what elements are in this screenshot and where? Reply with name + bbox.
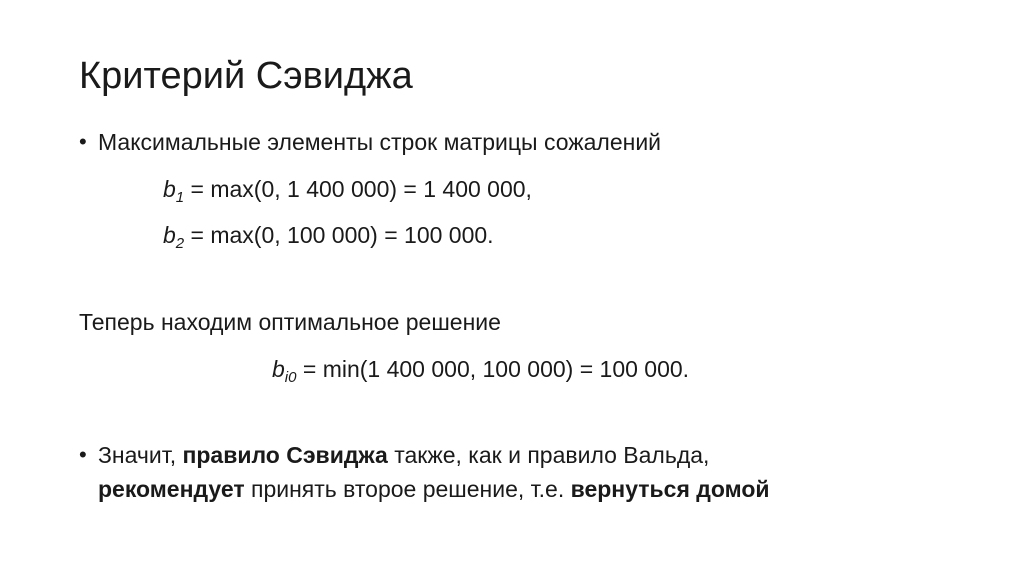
formula-b1 bbox=[163, 174, 532, 204]
bold-text: правило Сэвиджа bbox=[182, 442, 388, 468]
formula-variable: b bbox=[272, 356, 285, 382]
formula-subscript: 2 bbox=[175, 235, 185, 252]
bullet-dot: • bbox=[79, 442, 87, 467]
formula-subscript: 1 bbox=[175, 189, 185, 206]
slide-title: Критерий Сэвиджа bbox=[79, 55, 413, 97]
bullet-text-line-2 bbox=[98, 474, 770, 504]
bold-text: вернуться домой bbox=[570, 476, 770, 502]
formula-b2 bbox=[163, 220, 494, 250]
formula-bi0 bbox=[272, 354, 689, 384]
bullet-dot: • bbox=[79, 129, 87, 154]
formula-variable: b bbox=[163, 176, 176, 202]
formula-expression: = max(0, 100 000) = 100 000. bbox=[184, 222, 494, 248]
text-run: Значит, bbox=[98, 442, 183, 468]
formula-expression: = max(0, 1 400 000) = 1 400 000, bbox=[184, 176, 532, 202]
paragraph-text: Теперь находим оптимальное решение bbox=[79, 309, 501, 335]
bullet-text: Максимальные элементы строк матрицы сожалений bbox=[98, 129, 662, 155]
formula-subscript: i0 bbox=[284, 369, 297, 386]
formula-expression: = min(1 400 000, 100 000) = 100 000. bbox=[296, 356, 690, 382]
bullet-text-line-1 bbox=[98, 440, 709, 470]
text-run: также, как и правило Вальда, bbox=[387, 442, 710, 468]
text-run: принять второе решение, т.е. bbox=[244, 476, 571, 502]
bold-text: рекомендует bbox=[98, 476, 245, 502]
formula-variable: b bbox=[163, 222, 176, 248]
